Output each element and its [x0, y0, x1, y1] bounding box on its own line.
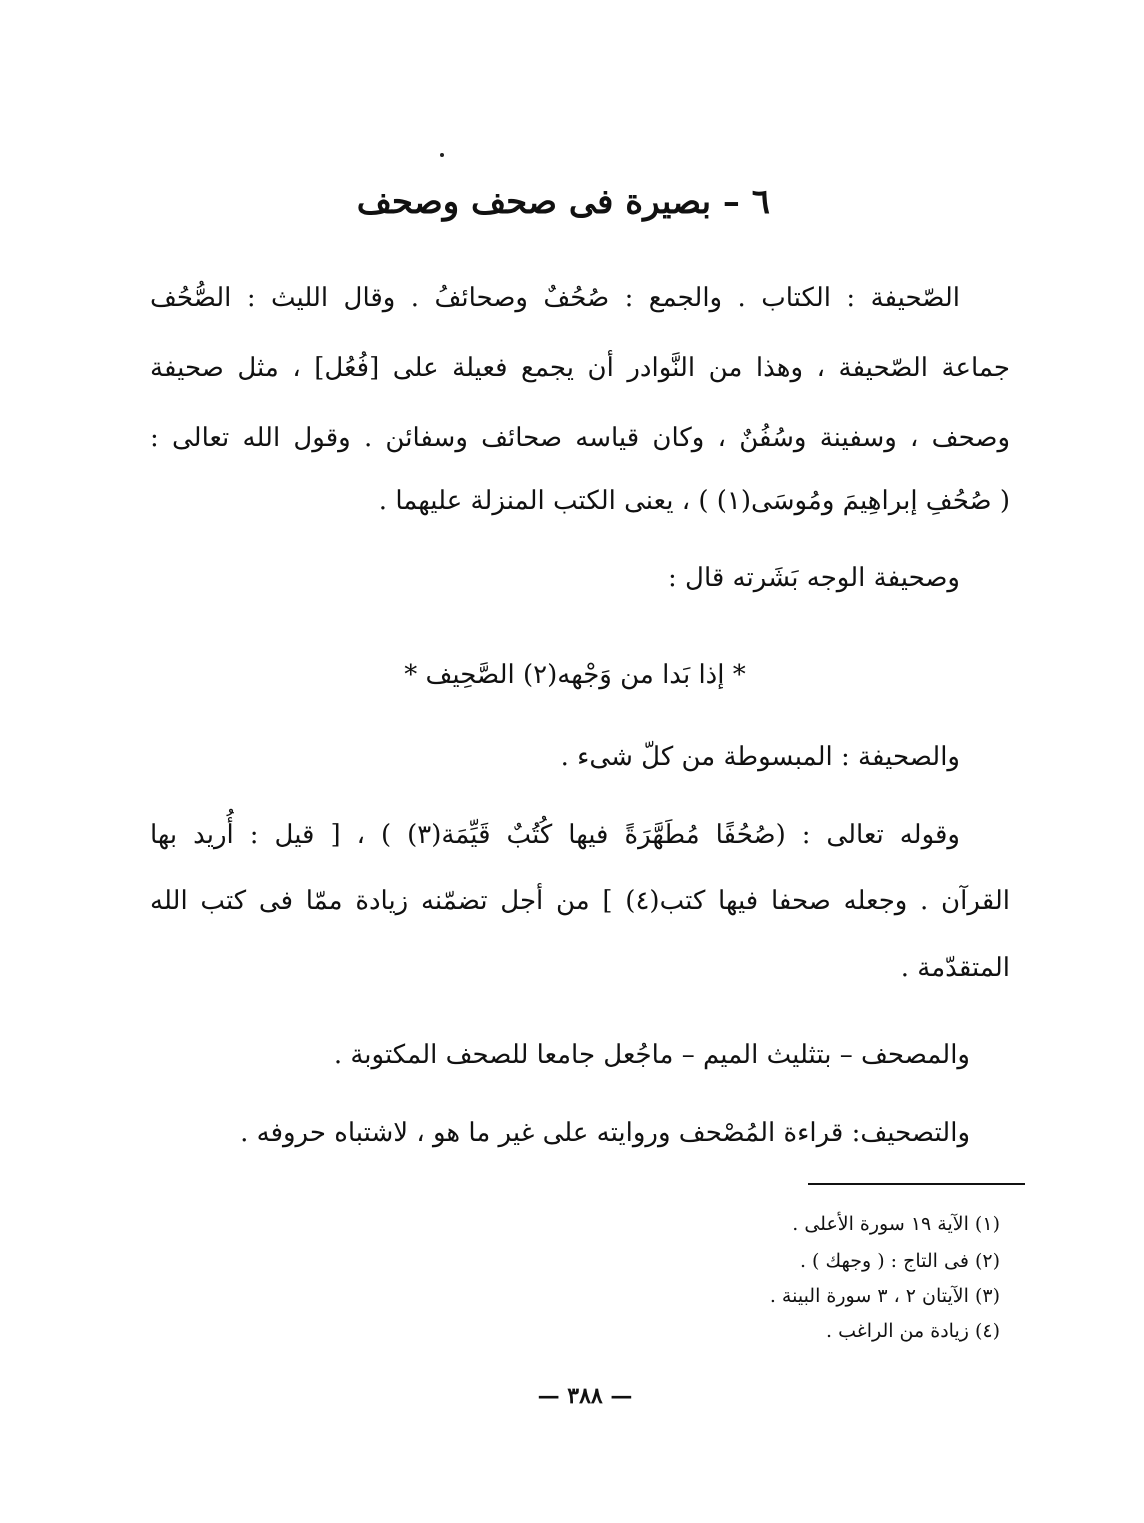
footnote-4: (٤) زيادة من الراغب . — [826, 1320, 1000, 1342]
section-heading: ٦ – بصيرة فى صحف وصحف — [356, 182, 770, 222]
page-number: — ٣٨٨ — — [537, 1383, 633, 1409]
paragraph-4-line-3: المتقدّمة . — [900, 953, 1010, 983]
paragraph-1-line-1: الصّحيفة : الكتاب . والجمع : صُحُفٌ وصحائفُ . وقال الليث : الصُّحُف — [150, 283, 960, 313]
verse-line: * إذا بَدا من وَجْهه(٢) الصَّحِيف * — [404, 660, 746, 690]
paragraph-2: وصحيفة الوجه بَشَرته قال : — [668, 563, 960, 593]
footnote-separator — [808, 1183, 1025, 1185]
footnote-3: (٣) الآيتان ٢ ، ٣ سورة البينة . — [769, 1285, 1000, 1307]
paragraph-4-line-1: وقوله تعالى : (صُحُفًا مُطَهَّرَةً فيها كُتُبٌ قَيِّمَة(٣) ) ، [ قيل : أُريد بها — [150, 820, 960, 850]
paragraph-3: والصحيفة : المبسوطة من كلّ شىء . — [560, 742, 960, 772]
paragraph-1-line-3: وصحف ، وسفينة وسُفُنٌ ، وكان قياسه صحائف وسفائن . وقول الله تعالى : — [150, 423, 1010, 453]
paragraph-4-line-2: القرآن . وجعله صحفا فيها كتب(٤) ] من أجل تضمّنه زيادة ممّا فى كتب الله — [150, 886, 1010, 916]
footnote-1: (١) الآية ١٩ سورة الأعلى . — [792, 1213, 1000, 1235]
paragraph-1-line-2: جماعة الصّحيفة ، وهذا من النَّوادر أن يجمع فعيلة على [فُعُل] ، مثل صحيفة — [150, 353, 1010, 383]
footnote-2: (٢) فى التاج : ( وجهك ) . — [799, 1250, 1000, 1272]
paragraph-5: والمصحف – بتثليث الميم – ماجُعل جامعا للصحف المكتوبة . — [333, 1040, 970, 1070]
paragraph-6: والتصحيف: قراءة المُصْحف وروايته على غير ما هو ، لاشتباه حروفه . — [240, 1118, 970, 1148]
paragraph-1-line-4: ( صُحُفِ إبراهِيمَ ومُوسَى(١) ) ، يعنى الكتب المنزلة عليهما . — [378, 486, 1010, 516]
print-speck — [440, 153, 444, 157]
